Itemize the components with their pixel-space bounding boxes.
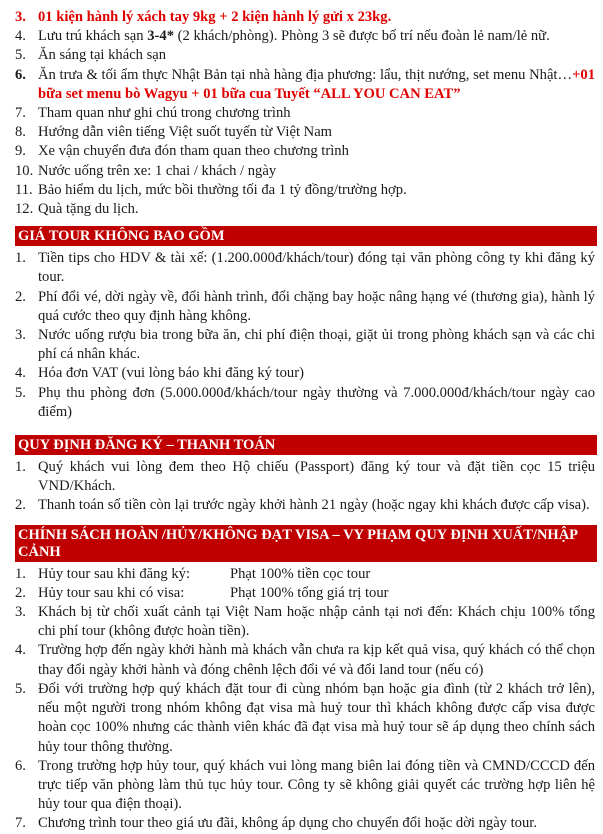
item-number: 4. (15, 642, 26, 659)
item-number: 5. (15, 47, 26, 64)
item-text: Nước uống trên xe: 1 chai / khách / ngày (38, 162, 277, 179)
item-number: 7. (15, 105, 26, 122)
item-text: Hóa đơn VAT (vui lòng báo khi đăng ký tour) (38, 365, 304, 382)
item-text: Ăn sáng tại khách sạn (38, 47, 167, 64)
item-number: 3. (15, 9, 26, 25)
item-text: Chương trình tour theo giá ưu đãi, không áp dụng cho chuyển đổi hoặc dời ngày tour. (38, 815, 537, 832)
item-text: Thanh toán số tiền còn lại trước ngày khởi hành 21 ngày (hoặc ngay khi khách được cấp visa). (38, 497, 590, 514)
item-text: Trong trường hợp hủy tour, quý khách vui lòng mang biên lai đóng tiền và CMND/CCCD đến trực tiếp văn phòng làm thủ tục hủy tour. Công ty sẽ không giải quyết các trường hợp liên hệ hủy tour qua điện thoại). (38, 757, 595, 813)
list-item (15, 200, 595, 219)
item-text: Phí đổi vé, dời ngày về, đổi hành trình, đổi chặng bay hoặc nâng hạng vé (thương gia), hành lý quá cước theo quy định hàng không. (38, 288, 595, 324)
item-text-red-segment: +01 bữa set menu bò Wagyu + 01 bữa cua Tuyết “ALL YOU CAN EAT” (38, 66, 595, 102)
list-item (15, 181, 595, 200)
list-item (15, 46, 595, 65)
item-text (38, 27, 595, 46)
list-item (15, 66, 595, 104)
tour-document-page (15, 8, 595, 834)
item-text: Quà tặng du lịch. (38, 201, 139, 218)
item-number: 2. (15, 584, 26, 601)
cancellation-policy-list (15, 565, 595, 834)
item-text-bold-segment: 3-4* (147, 28, 174, 45)
list-item (15, 326, 595, 364)
item-text: Khách bị từ chối xuất cảnh tại Việt Nam hoặc nhập cảnh tại nơi đến: Khách chịu 100% tổng chi phí tour (không được hoàn tiền). (38, 604, 595, 640)
penalty-condition: Hủy tour sau khi đăng ký: (38, 565, 191, 582)
penalty-value: Phạt 100% tổng giá trị tour (230, 584, 389, 601)
item-text: Đối với trường hợp quý khách đặt tour đi cùng nhóm bạn hoặc gia đình (từ 2 khách trở lên), nếu một người trong nhóm không đạt visa mà huỷ tour thì khách không được cấp visa được hoàn cọc 100% nhưng các thành viên khác đã đạt visa mà huỷ tour sẽ áp dụng theo chính sách hủy tour thông thường. (38, 680, 595, 755)
list-item (15, 162, 595, 181)
item-number: 5. (15, 680, 26, 697)
penalty-condition: Hủy tour sau khi có visa: (38, 584, 185, 601)
item-number: 8. (15, 124, 26, 141)
list-item (15, 123, 595, 142)
item-text-segment: Lưu trú khách sạn (38, 28, 148, 45)
item-number: 2. (15, 288, 26, 305)
list-item (15, 8, 595, 27)
item-text: Tiền tips cho HDV & tài xế: (1.200.000đ/khách/tour) đóng tại văn phòng công ty khi đăng ký tour. (38, 250, 595, 286)
item-number: 9. (15, 143, 26, 160)
item-number: 4. (15, 28, 26, 45)
item-number: 10. (15, 162, 34, 179)
item-text: Xe vận chuyển đưa đón tham quan theo chương trình (38, 143, 349, 160)
item-number: 6. (15, 66, 26, 83)
item-number: 3. (15, 604, 26, 621)
item-number: 2. (15, 497, 26, 514)
list-item (15, 249, 595, 287)
section-header-registration-payment: QUY ĐỊNH ĐĂNG KÝ – THANH TOÁN (15, 435, 597, 455)
item-text: Trường hợp đến ngày khởi hành mà khách vẫn chưa ra kịp kết quả visa, quý khách có thể chọn thay đổi ngày khởi hành và đóng chênh lệch đổi vé và đổi land tour (nếu có) (38, 642, 595, 678)
item-text (38, 565, 595, 584)
list-item (15, 603, 595, 641)
list-item (15, 584, 595, 603)
list-item (15, 288, 595, 326)
list-item (15, 814, 595, 833)
item-text: Phụ thu phòng đơn (5.000.000đ/khách/tour ngày thường và 7.000.000đ/khách/tour ngày cao điểm) (38, 384, 595, 420)
item-text: Nước uống rượu bia trong bữa ăn, chi phí điện thoại, giặt ủi trong phòng khách sạn và các chi phí cá nhân khác. (38, 327, 595, 363)
item-text-segment: (2 khách/phòng). Phòng 3 sẽ được bố trí nếu đoàn lẻ nam/lẻ nữ. (174, 28, 550, 45)
list-item (15, 364, 595, 383)
list-item (15, 104, 595, 123)
list-item (15, 384, 595, 422)
item-text: Bảo hiểm du lịch, mức bồi thường tối đa 1 tỷ đồng/trường hợp. (38, 181, 407, 198)
item-text: Hướng dẫn viên tiếng Việt suốt tuyến từ Việt Nam (38, 124, 333, 141)
item-number: 11. (15, 181, 33, 198)
item-number: 12. (15, 201, 34, 218)
list-item (15, 458, 595, 496)
item-number: 6. (15, 757, 26, 774)
item-text: Tham quan như ghi chú trong chương trình (38, 105, 291, 122)
inclusions-list (15, 8, 595, 219)
list-item (15, 757, 595, 815)
section-header-cancellation-policy: CHÍNH SÁCH HOÀN /HỦY/KHÔNG ĐẠT VISA – VY PHẠM QUY ĐỊNH XUẤT/NHẬP CẢNH (15, 525, 597, 562)
item-text (38, 584, 595, 603)
list-item (15, 142, 595, 161)
list-item (15, 641, 595, 679)
item-text: 01 kiện hành lý xách tay 9kg + 2 kiện hành lý gửi x 23kg. (38, 9, 392, 25)
list-item (15, 27, 595, 46)
item-number: 4. (15, 365, 26, 382)
exclusions-list (15, 249, 595, 422)
item-number: 5. (15, 384, 26, 401)
item-number: 1. (15, 250, 26, 267)
list-item (15, 565, 595, 584)
item-text (38, 66, 595, 104)
item-text-segment: Ăn trưa & tối ẩm thực Nhật Bản tại nhà hàng địa phương: lẩu, thịt nướng, set menu Nhật… (38, 66, 573, 83)
list-item (15, 496, 595, 515)
item-number: 3. (15, 327, 26, 344)
item-number: 1. (15, 565, 26, 582)
item-number: 1. (15, 459, 26, 476)
item-number: 7. (15, 815, 26, 832)
registration-payment-list (15, 458, 595, 516)
section-header-exclusions: GIÁ TOUR KHÔNG BAO GỒM (15, 226, 597, 246)
penalty-value: Phạt 100% tiền cọc tour (230, 565, 371, 582)
list-item (15, 680, 595, 757)
item-text: Quý khách vui lòng đem theo Hộ chiếu (Passport) đăng ký tour và đặt tiền cọc 15 triệu VND/Khách. (38, 459, 595, 495)
